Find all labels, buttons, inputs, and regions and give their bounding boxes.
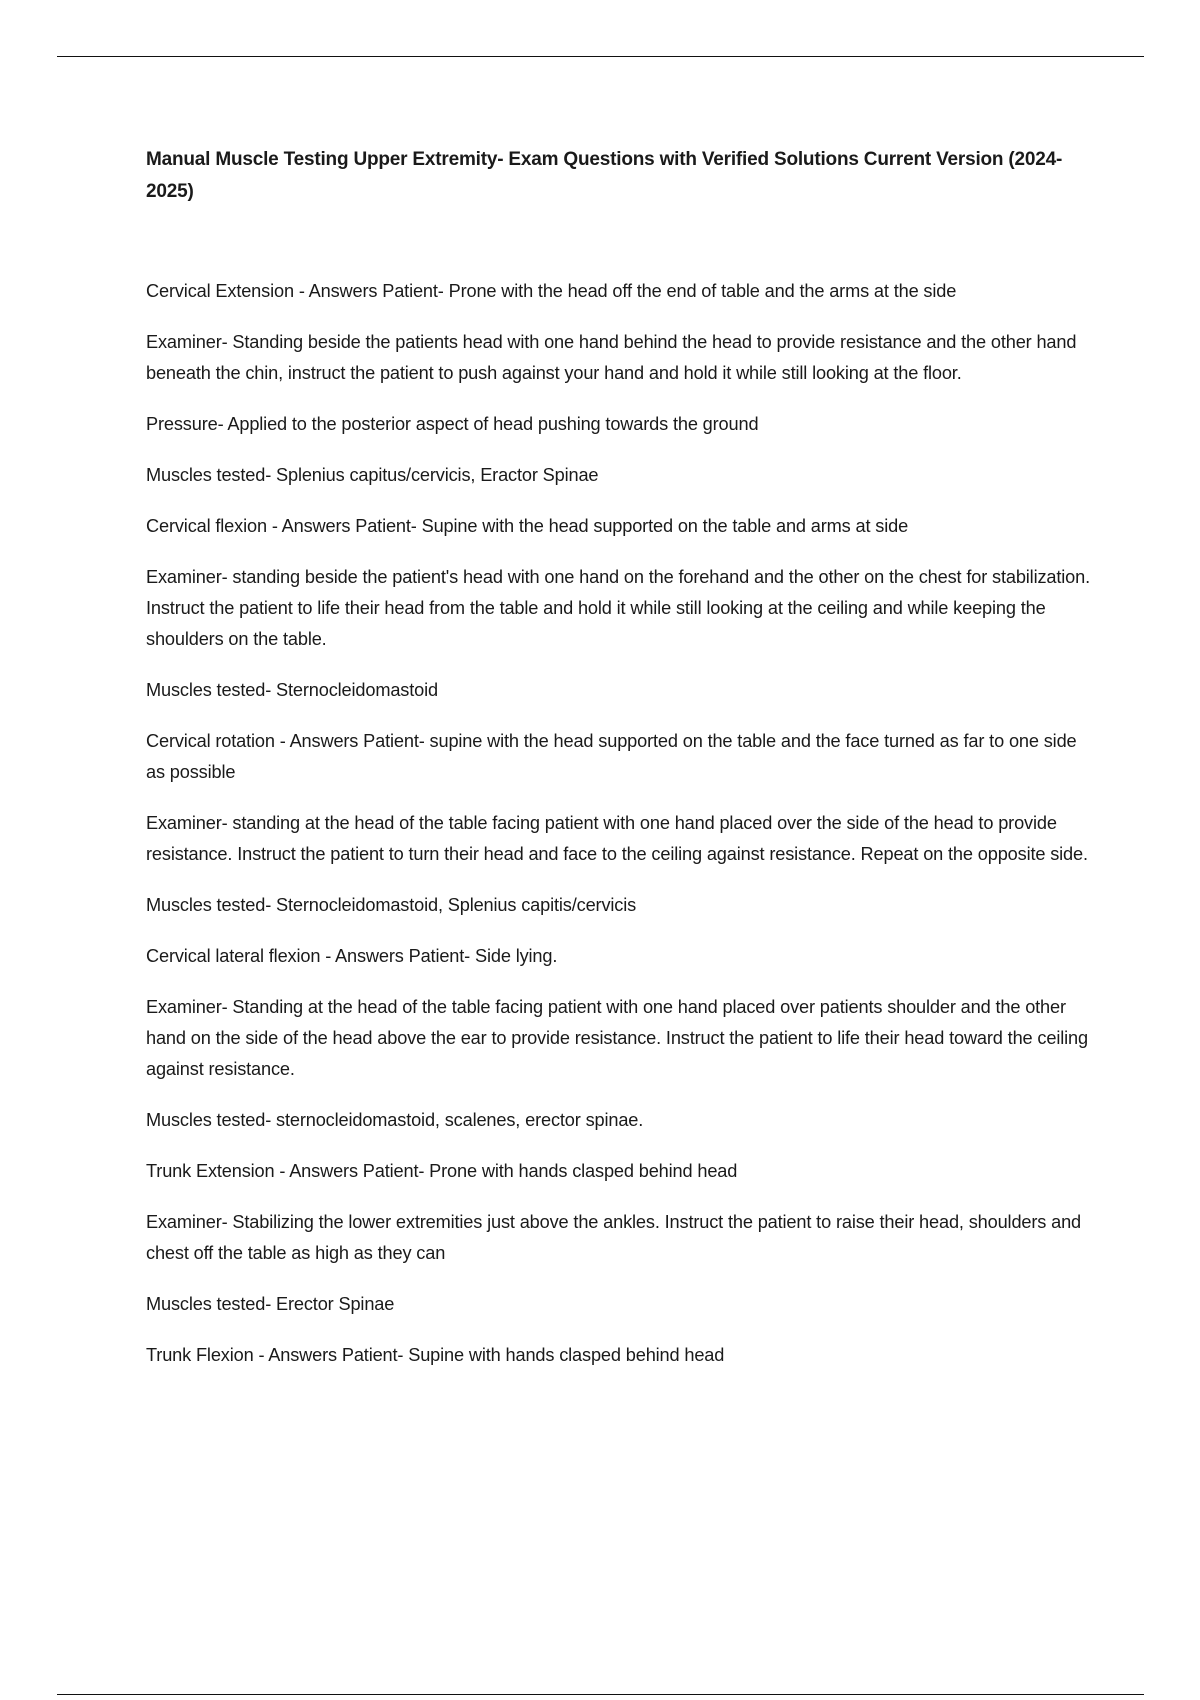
bottom-divider [57,1694,1144,1695]
paragraph-cervical-extension-examiner: Examiner- Standing beside the patients head with one hand behind the head to provide resistance and the other hand beneath the chin, instruct the patient to push against your hand and hold it while still looking at the floor. [146,332,1077,383]
paragraph-trunk-extension-examiner: Examiner- Stabilizing the lower extremities just above the ankles. Instruct the patient to raise their head, shoulders and chest off the table as high as they can [146,1212,1082,1263]
paragraph-cervical-rotation-muscles: Muscles tested- Sternocleidomastoid, Splenius capitis/cervicis [146,895,637,915]
paragraph-cervical-extension: Cervical Extension - Answers Patient- Prone with the head off the end of table and the arms at the side [146,281,957,301]
paragraph-cervical-rotation: Cervical rotation - Answers Patient- supine with the head supported on the table and the face turned as far to one side as possible [146,731,1077,782]
paragraph-cervical-lateral-flexion-muscles: Muscles tested- sternocleidomastoid, scalenes, erector spinae. [146,1110,644,1130]
paragraph-cervical-lateral-flexion-examiner: Examiner- Standing at the head of the table facing patient with one hand placed over patients shoulder and the other hand on the side of the head above the ear to provide resistance. Instruct the patient to life their head toward the ceiling against resistance. [146,997,1088,1079]
top-divider [57,56,1144,57]
document-body [146,144,1090,1391]
paragraph-trunk-extension-muscles: Muscles tested- Erector Spinae [146,1294,395,1314]
paragraph-trunk-flexion: Trunk Flexion - Answers Patient- Supine with hands clasped behind head [146,1345,725,1365]
document-title: Manual Muscle Testing Upper Extremity- Exam Questions with Verified Solutions Current Version (2024-2025) [146,149,1063,202]
paragraph-trunk-extension: Trunk Extension - Answers Patient- Prone with hands clasped behind head [146,1161,738,1181]
paragraph-cervical-rotation-examiner: Examiner- standing at the head of the table facing patient with one hand placed over the side of the head to provide resistance. Instruct the patient to turn their head and face to the ceiling against resistance. Repeat on the opposite side. [146,813,1088,864]
paragraph-cervical-extension-muscles: Muscles tested- Splenius capitus/cervicis, Eractor Spinae [146,465,599,485]
paragraph-cervical-lateral-flexion: Cervical lateral flexion - Answers Patient- Side lying. [146,946,558,966]
paragraph-cervical-extension-pressure: Pressure- Applied to the posterior aspect of head pushing towards the ground [146,414,759,434]
paragraph-cervical-flexion-examiner: Examiner- standing beside the patient's head with one hand on the forehand and the other on the chest for stabilization. Instruct the patient to life their head from the table and hold it while still looking at the ceiling and while keeping the shoulders on the table. [146,567,1090,649]
paragraph-cervical-flexion: Cervical flexion - Answers Patient- Supine with the head supported on the table and arms at side [146,516,909,536]
paragraph-cervical-flexion-muscles: Muscles tested- Sternocleidomastoid [146,680,438,700]
